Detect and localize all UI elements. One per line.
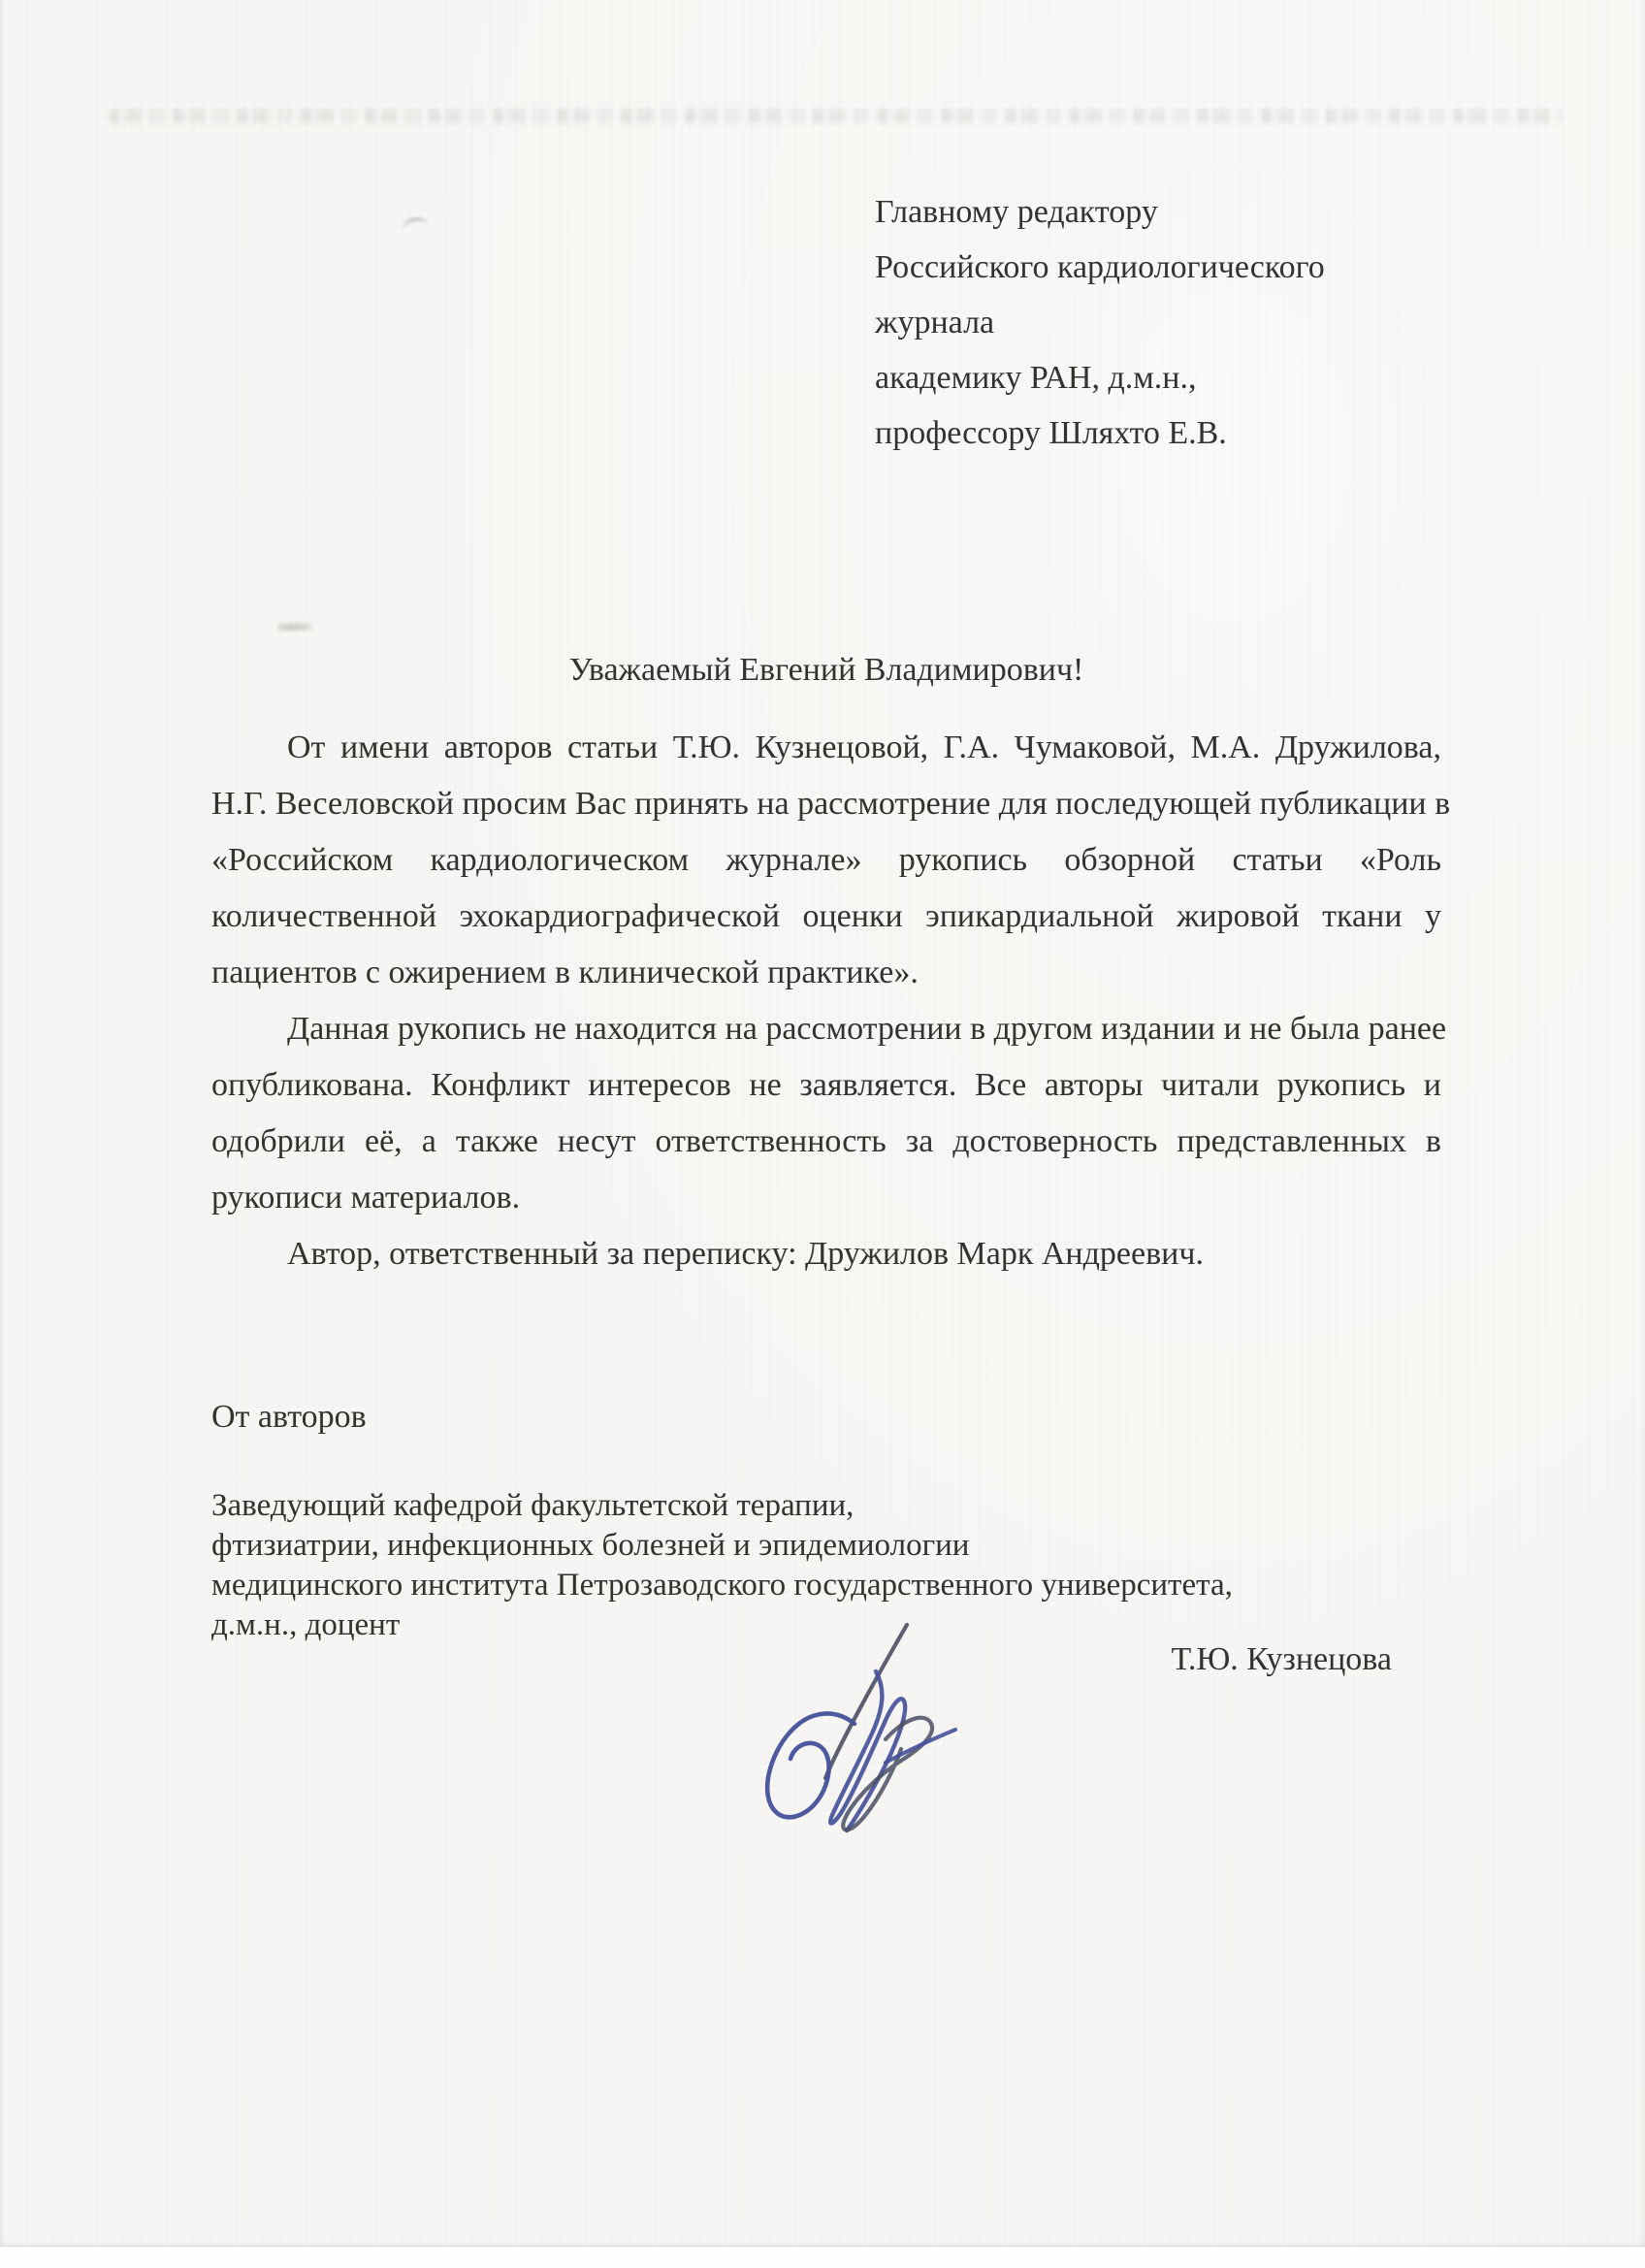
handwritten-signature-icon bbox=[740, 1615, 967, 1848]
signer-title-line: фтизиатрии, инфекционных болезней и эпидемиологии bbox=[211, 1528, 970, 1563]
signer-title-line: Заведующий кафедрой факультетской терапии, bbox=[211, 1488, 855, 1523]
paragraph-line: пациентов с ожирением в клинической практике». bbox=[211, 955, 919, 990]
corresponding-author-paragraph bbox=[211, 1226, 1441, 1282]
addressee-block bbox=[875, 184, 1476, 461]
paragraph-line: Н.Г. Веселовской просим Вас принять на рассмотрение для последующей публикации в bbox=[211, 786, 1451, 822]
signer-title-line: д.м.н., доцент bbox=[211, 1607, 401, 1642]
addressee-line: профессору Шляхто Е.В. bbox=[875, 415, 1227, 451]
paragraph-line: Автор, ответственный за переписку: Дружилов Марк Андреевич. bbox=[287, 1236, 1204, 1272]
paragraph-line: опубликована. Конфликт интересов не заявляется. Все авторы читали рукопись и bbox=[211, 1067, 1441, 1103]
paragraph-line: От имени авторов статьи Т.Ю. Кузнецовой, Г.А. Чумаковой, М.А. Дружилова, bbox=[287, 729, 1441, 765]
smudge-mark-icon bbox=[277, 621, 312, 633]
from-authors-label: От авторов bbox=[211, 1399, 367, 1435]
smudge-mark-icon bbox=[402, 215, 431, 240]
paragraph-line: рукописи материалов. bbox=[211, 1180, 521, 1215]
paragraph-line: количественной эхокардиографической оценки эпикардиальной жировой ткани у bbox=[211, 898, 1441, 934]
addressee-line: журнала bbox=[875, 305, 995, 340]
signer-name: Т.Ю. Кузнецова bbox=[1171, 1641, 1392, 1677]
bleed-through-text-artifact bbox=[109, 109, 1564, 123]
paragraph-line: «Российском кардиологическом журнале» рукопись обзорной статьи «Роль bbox=[211, 842, 1441, 878]
scan-bottom-edge bbox=[0, 2246, 1645, 2268]
salutation: Уважаемый Евгений Владимирович! bbox=[568, 652, 1084, 688]
addressee-line: Российского кардиологического bbox=[875, 249, 1325, 285]
body-paragraph-manuscript bbox=[211, 720, 1451, 1001]
paragraph-line: Данная рукопись не находится на рассмотрении в другом издании и не была ранее bbox=[287, 1011, 1447, 1047]
paragraph-line: одобрили её, а также несут ответственность за достоверность представленных в bbox=[211, 1123, 1441, 1159]
body-paragraph-declaration bbox=[211, 1001, 1447, 1226]
addressee-line: Главному редактору bbox=[875, 194, 1158, 230]
addressee-line: академику РАН, д.м.н., bbox=[875, 360, 1197, 396]
signer-title-line: медицинского института Петрозаводского государственного университета, bbox=[211, 1568, 1233, 1603]
